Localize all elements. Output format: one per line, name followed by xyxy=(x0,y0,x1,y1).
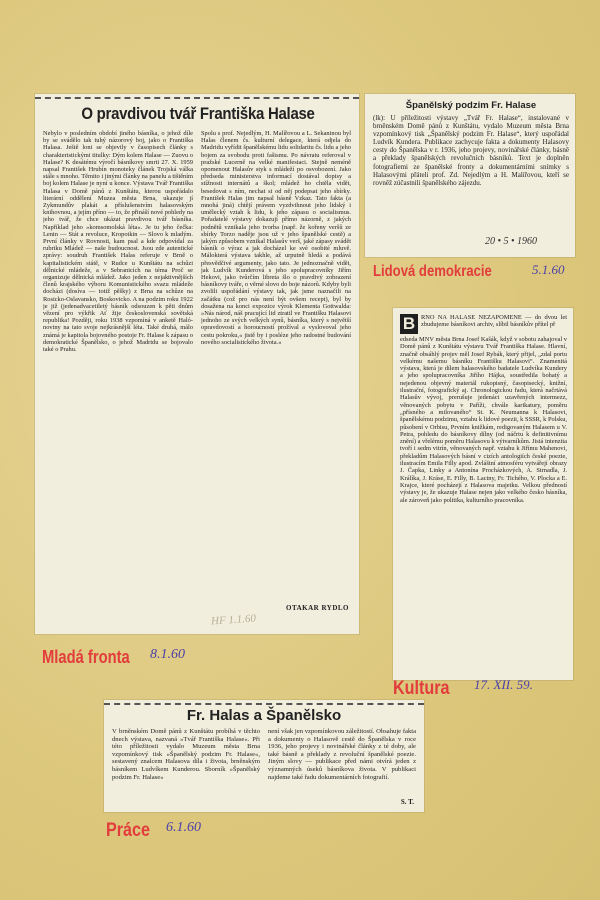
article-column-1: Nebylo v posledním období jiného básníka, o jehož díle by se svádělo tak tuhý názorový boj, jako o Františka Halasa. Ještě loni se objevily v časopisech články s charakteristickými titulky: Dým kolem Halase — Zuovu o Halase? K desátému výročí básníkovy smrti 27. X. 1959 napsal František Hrubín monoteky článek Trojská válka stále s mnoho. Těmito i jinými články na panelu a tištěním boj kolem Halase je nyní u konce. Výstava Tvář Františka Halasa v Domě pánů z Kunštátu, kterou uspořádalo literární oddělení Muzea města Brna, ukazuje jí Zykmundův plakát a příslušenstvím halasovským knihovnou, a jejím příno — to, že přináší nové pohledy na jeho tvář, že chce ukázat pravdivou tvář básníka. Například jeho »komsomolská léta«. Je tu jeho čečka: Lenin — Stát a revoluce, Kropotkin — Slovo k mladým. První články v Rovnosti, kam psal a kde odpovídal za rubriku Mládež — naše budoucnost. Jsou zde autentické zprávy: soudruh František Halas referuje v Brně o kapitalistickém státě, v Rudce u Kunštátu na schůzi dělnické mládeže, a v Sebranicích na téma Proč se organizuje dělnická mládež. Jako jeden z nejaktivnějších členů krajského výboru Komunistického svazu mládeže docházi (dosíva — totiž pěšky) z Brna na schůze na Rosicko-Oslavansko, Boskovicko. A na podzim roku 1922 je již (jedenadvacetiletý básník odsouzen k pěti dnům vězení pro výkřik Ať žije československá sovětská republika! Později, roku 1938 vzpomíná v anketě Haló-noviny na tato svoje nejkrásnější léta. Také druhá, málo známá je kapitola bojovného postoje Fr. Halase k zápasu o demokratické Španělsko, o jehož Madridu se bojovalo také o Prahu. xyxy=(43,130,193,354)
handwritten-date-lidova-demokracie: 5.1.60 xyxy=(532,262,565,277)
article-title: O pravdivou tvář Františka Halase xyxy=(81,104,315,123)
article-body: RNO NA HALASE NEZAPOMENE — do dvou let zbudujeme básníkovi archiv, slíbil básníkův přítel př xyxy=(421,314,567,329)
article-title: Fr. Halas a Španělsko xyxy=(186,707,342,724)
article-clipping-spanelsky-podzim xyxy=(365,94,575,257)
source-stamp-mlada-fronta: Mladá fronta xyxy=(42,647,130,667)
handwritten-date: 20 • 5 • 1960 xyxy=(485,236,538,247)
source-stamp-prace: Práce xyxy=(106,820,151,841)
article-clipping-halas-a-spanelsko xyxy=(104,700,424,812)
handwritten-note: HF 1.1.60 xyxy=(210,612,257,628)
cut-line-top xyxy=(104,703,424,705)
article-author: S. T. xyxy=(400,798,414,806)
handwritten-date-kultura: 17. XII. 59. xyxy=(474,677,533,692)
article-clipping-pravdivou-tvar xyxy=(35,94,359,634)
article-column-2: Spolu s prof. Nejedlým, H. Malířovou a L. Sekaninou byl Halas členem čs. kulturní delegace, která odjela do Madridu vyřídit španělskému lidu solidaritu čs. lidu a jeho bojem za svobodu proti fašismu. Po návratu referoval v pražské Lucerně na velké manifestaci. Stejně neméně opomenout Halasův styk s mládeží po osvobození. Jako předseda ministerstva informací dostával dopisy a stížnosti internátů a škol; mládež ho chtěla vidět, besedovat s ním, nechat si od něj podepsat jeho sbírky. František Halas jim napsal básně Vzkaz. Tato fakta (a mnohá jiná) chtějí právem vyzdvihnout jeho lidský i umělecký vztah k lidu, k jeho zápasu o socialismus. Pořadatelé výstavy dokazují přímo názorně, z jakých podnětů vznikala jeho tvorba (např. že kořeny veršů ze sbírky Torzo naděje jsou už v jeho španělské cestě) a jakým způsobem vznikal Halasův verš, jaké zápasy svádět básník o výraz a jak docházel ke své osobité mluvě. Málokterá výstava takhle, až urputně hledá a podává přesvědčivé argumenty, jako tato. Je jednoznačně vidět, jak Ludvík Kunderová s jeho spolupracovníky Jiřím Hekovi, jako tvůrčím libreta šlo o pravdivý zobrazení básníkovy tváře, o věrné slovo do boje názorů. Kdyby byli zvolili uspořádání výstavy tak, jak jsme naznačili na začátku (což pro nás není být ovšem recept), byl by dosažena na konci expozice výrok Klementa Gottwalda: »Nás národ, náš pracující lid ztratil ve Františku Halasovi jednoho ze svých velkých synů, básníka, který s největší opravdovostí a horoucností prožíval a vyslovoval jeho cestu pokroku,« jistě by i posléze jeho radostné budování nového socialistického života.« xyxy=(201,130,351,346)
source-stamp-kultura: Kultura xyxy=(393,678,450,699)
cut-line-top xyxy=(35,97,359,99)
article-title: Španělský podzim Fr. Halase xyxy=(405,100,537,111)
drop-cap: B xyxy=(400,314,418,334)
handwritten-date-prace: 6.1.60 xyxy=(166,820,201,835)
article-author: OTAKAR RYDLO xyxy=(286,604,349,612)
article-clipping-brno-na-halase xyxy=(393,308,573,680)
article-body-continued: edseda MNV města Brna Josef Kašák, když v sobotu zahajoval v Domě pánů z Kunštátu výstavu Tvář Františka Halase. Hlavní, značně obsáhlý projev měl Josef Rybák, který přijel, „zdal portu velkému našemu básníku Františku Halasovi“. Znamenitá výstava, která je dílem halasovského badatele Ludvíka Kundery a jeho spolupracovníka Jiřího Hájka, soustředila bohatý a nejedenou objevný materiál rukopisný, časopisecký, knižní, ilustrační, fotografický aj. Chronologickou řadu, která načrtává Halasův vývoj, prerušuje jedenáct uzavřených intermezz, věnovaných pobytu v Paříži, chvále karikatury, poměru „přísného a milovaného“ St. K. Neumanna k Halasovi, španělskému podzimu, vztahu k lidové poezii, k SSSR, k Polsku, působení v Orbisu, Prvním knižkám, redigovaným Halasem u V. Petra, pohledu do básníkovy dílny (od náčrtu k definitivnímu znění) a vřelému poměru Halasovu k výtvarníkům. Jistá intenzita tvoří i sedm vitrín, věnovaných např. vztahu k Jiřímu Mahenovi, překladům Halasových básní v cizích antologiích české poezie, ilustracím Emila Filly apod. Zvláštní atmosféru vytvářejí obrazy J. Čapka, Linky a Antonína Procházkových, A. Strnadla, J. Králíka, J. Kráse, E. Filly, B. Laciny, Fr. Tichého, V. Plocka a E. Krajce, které pocházejí z Halasova majetku. Velkou předností výstavy je, že ukazuje Halase nejen jako velkého česko básníka, ale zároveň jako politika, kulturního pracovníka. xyxy=(400,336,567,504)
article-body: (lk): U příležitosti výstavy „Tvář Fr. Halase“, instalované v brněnském Domě pánů z Kunštátu, vydalo Muzeum města Brna vzpomínkový tisk „Španělský podzim Fr. Halase“, který uspořádal Ludvík Kundera. Publikace zachycuje fakta a dokumenty Halasovy cesty do Španělska v r. 1936, jeho projevy, novinářské články, básně a překlady španělských revolučních básníků. Text je doplněn fotografiemi ze španělské fronty a dokumentárními snímky s Halasovými přáteli prof. Zd. Nejedlým a H. Malířovou, kteří se rovněž zúčastnili španělského zájezdu. xyxy=(373,114,569,187)
handwritten-date-mlada-fronta: 8.1.60 xyxy=(150,647,185,662)
article-column-1: V brněnském Domě pánů z Kunštátu probíhá v těchto dnech výstava, nazvaná »Tvář Františka Halase«. Při této příležitosti vydalo Muzeum města Brna vzpomínkový tisk »Španělský podzim Fr. Halase«, sestavený znalcem Halasova díla i života, brněnským básníkem Ludvíkem Kunderou. Sborník »Španělský podzim Fr. Halase« xyxy=(112,728,260,781)
source-stamp-lidova-demokracie: Lidová demokracie xyxy=(373,263,492,280)
article-column-2: není však jen vzpomínkovou záležitostí. Obsahuje fakta a dokumenty o Halasově cestě do Španělska v roce 1936, jeho projevy i novinářské články z té doby, ale také básně a překlady z revoluční španělské poezie. Jiným slovy — publikace před námi otvírá jeden z významných úseků básníkova života. V publikaci najdeme také řadu dokumentárních fotografií. xyxy=(268,728,416,781)
